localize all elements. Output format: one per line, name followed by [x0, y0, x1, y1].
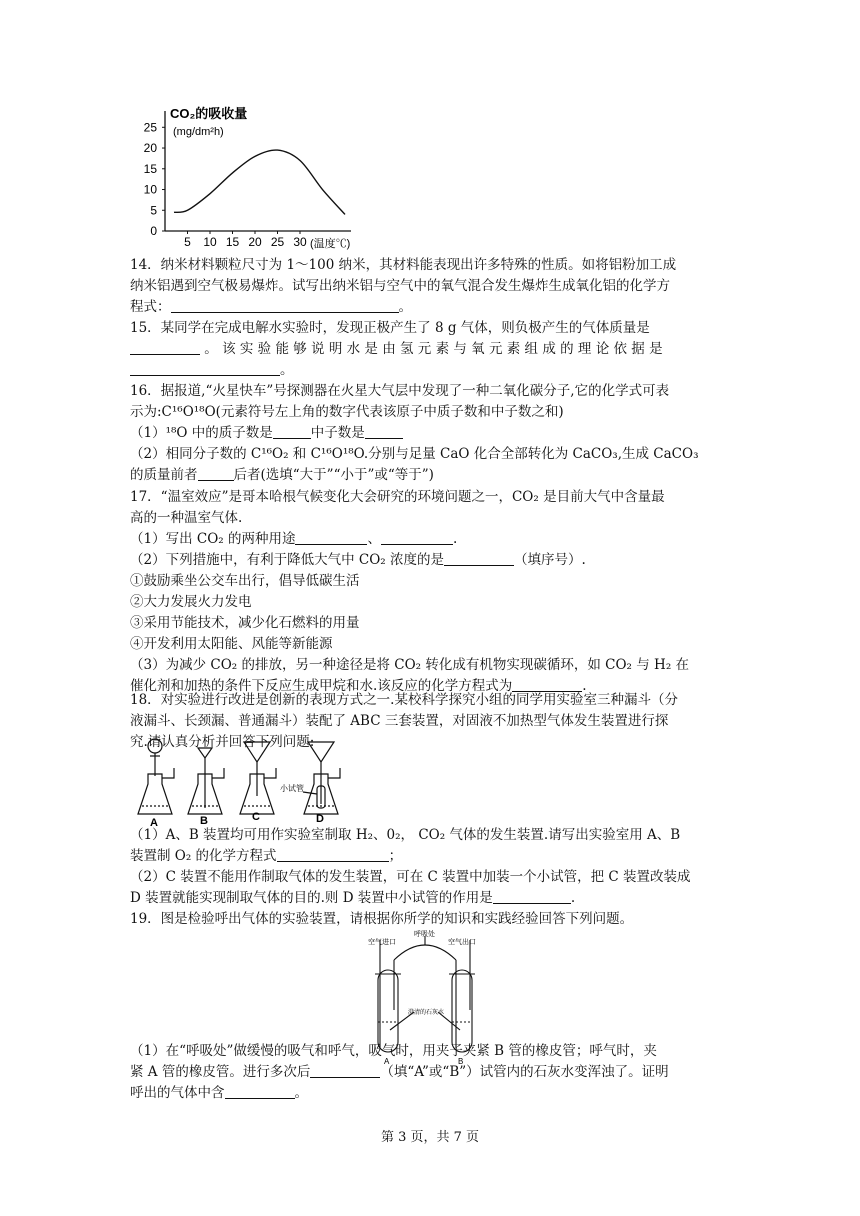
- q17-sub2-end: （填序号）.: [513, 552, 586, 568]
- q16-neutron-blank[interactable]: [365, 424, 403, 439]
- label-breath-point: 呼吸处: [414, 931, 435, 938]
- q18-sub2-cont: D 装置就能实现制取气体的目的.则 D 装置中小试管的作用是: [130, 890, 493, 906]
- q19-sub1: （1）在“呼吸处”做缓慢的吸气和呼气，吸气时，用夹子夹紧 B 管的橡皮管；呼气时，夹: [130, 1043, 657, 1059]
- chart-y-unit: (mg/dm²h): [173, 126, 224, 138]
- q18-line3: 究.请认真分析并回答下列问题:: [130, 734, 315, 750]
- question-15: [130, 318, 730, 381]
- q18-function-blank[interactable]: [493, 889, 571, 904]
- q17-use1-blank[interactable]: [295, 530, 367, 545]
- x-tick-label: 5: [184, 235, 191, 249]
- q16-neutron-label: 中子数是: [310, 425, 365, 441]
- label-d-small-tube: 小试管: [280, 784, 304, 793]
- q18-sub1: （1）A、B 装置均可用作实验室制取 H₂、0₂， CO₂ 气体的发生装置.请写出实验室用 A、B: [130, 827, 681, 843]
- q16-sub2-end: 后者(选填“大于”“小于”或“等于”): [233, 467, 434, 483]
- q17-use2-blank[interactable]: [381, 530, 453, 545]
- apparatus-a: [138, 739, 174, 814]
- q18-semicolon: ；: [388, 848, 403, 864]
- question-19: [130, 909, 730, 930]
- q17-option1: ①鼓励乘坐公交车出行，倡导低碳生活: [130, 573, 360, 589]
- question-16: [130, 381, 730, 486]
- q14-line3: 程式：: [130, 299, 171, 315]
- q18-sub1-cont: 装置制 O₂ 的化学方程式: [130, 848, 277, 864]
- x-tick-label: 30: [293, 235, 307, 249]
- q17-sub3-cont: 催化剂和加热的条件下反应生成甲烷和水.该反应的化学方程式为: [130, 678, 513, 694]
- q15-line2: 。 该 实 验 能 够 说 明 水 是 由 氢 元 素 与 氧 元 素 组 成 的 理 论 依 据 是: [200, 341, 663, 357]
- y-tick-label: 20: [143, 141, 157, 156]
- x-tick-label: 25: [270, 235, 285, 249]
- chart-title: CO₂的吸收量: [170, 106, 248, 121]
- q14-answer-blank[interactable]: [171, 298, 399, 313]
- label-c: C: [252, 811, 260, 823]
- q19-period: 。: [294, 1085, 308, 1101]
- q14-period: 。: [398, 299, 412, 315]
- q19-tube-blank[interactable]: [310, 1063, 380, 1078]
- q17-line1: 17．“温室效应”是哥本哈根气候变化大会研究的环境问题之一，CO₂ 是目前大气中含量最: [130, 489, 665, 505]
- question-19-parts: [130, 1041, 730, 1104]
- q18-period: .: [570, 890, 576, 906]
- y-tick-label: 0: [150, 224, 157, 238]
- question-14: [130, 255, 730, 318]
- absorption-curve: [174, 150, 345, 214]
- q17-period: .: [452, 531, 458, 547]
- q19-sub1-cont2: （填“A”或“B”）试管内的石灰水变浑浊了。证明: [380, 1064, 669, 1080]
- funnel-apparatus-figure: [128, 736, 378, 828]
- label-limewater: 澄清的石灰水: [408, 1010, 445, 1016]
- label-air-outlet: 空气出口: [448, 939, 476, 946]
- q16-line2: 示为:C¹⁶O¹⁸O(元素符号左上角的数字代表该原子中质子数和中子数之和): [130, 404, 564, 420]
- co2-absorption-chart: [125, 100, 375, 252]
- label-tube-b: B: [458, 1057, 464, 1066]
- q14-line1: 14．纳米材料颗粒尺寸为 1～100 纳米，其材料能表现出许多特殊的性质。如将铝粉加工成: [130, 257, 677, 273]
- q17-option3: ③采用节能技术，减少化石燃料的用量: [130, 615, 360, 631]
- q19-gas-blank[interactable]: [225, 1084, 295, 1099]
- q18-equation-blank[interactable]: [277, 847, 389, 862]
- y-tick-label: 15: [143, 161, 157, 176]
- q17-line2: 高的一种温室气体.: [130, 510, 243, 526]
- q17-sub1: （1）写出 CO₂ 的两种用途: [130, 531, 296, 547]
- q16-compare-blank[interactable]: [198, 466, 234, 481]
- q15-basis-blank[interactable]: [130, 361, 280, 376]
- label-d: D: [316, 813, 324, 825]
- label-tube-a: A: [384, 1057, 390, 1066]
- q17-sub3-end: .: [582, 678, 587, 694]
- q15-period: 。: [280, 362, 294, 378]
- q17-option4: ④开发利用太阳能、风能等新能源: [130, 636, 333, 652]
- q18-line1: 18．对实验进行改进是创新的表现方式之一.某校科学探究小组的同学用实验室三种漏斗（分: [130, 692, 678, 708]
- x-tick-label: 20: [248, 235, 262, 249]
- y-tick-label: 5: [150, 203, 157, 218]
- q15-mass-blank[interactable]: [130, 340, 200, 355]
- q16-sub2: （2）相同分子数的 C¹⁶O₂ 和 C¹⁶O¹⁸O.分别与足量 CaO 化合全部转化为 CaCO₃,生成 CaCO₃: [130, 446, 699, 462]
- y-tick-label: 25: [143, 120, 157, 135]
- label-b: B: [200, 815, 208, 827]
- q17-choice-blank[interactable]: [444, 551, 514, 566]
- apparatus-c: [240, 742, 276, 814]
- q14-line2: 纳米铝遇到空气极易爆炸。试写出纳米铝与空气中的氧气混合发生爆炸生成氧化铝的化学方: [130, 278, 670, 294]
- q19-sub1-cont3: 呼出的气体中含: [130, 1085, 225, 1101]
- q16-sub1: （1）¹⁸O 中的质子数是: [130, 425, 273, 441]
- label-a: A: [150, 817, 158, 828]
- x-tick-label: 15: [225, 235, 240, 249]
- q16-proton-blank[interactable]: [273, 424, 311, 439]
- q16-sub2-cont: 的质量前者: [130, 467, 198, 483]
- apparatus-b: [188, 748, 224, 814]
- q17-option2: ②大力发展火力发电: [130, 594, 252, 610]
- q17-sub2: （2）下列措施中，有利于降低大气中 CO₂ 浓度的是: [130, 552, 444, 568]
- apparatus-d: [303, 742, 340, 814]
- y-tick-label: 10: [143, 182, 157, 197]
- x-tick-label: 10: [203, 235, 217, 249]
- question-17: [130, 487, 730, 697]
- chart-x-label: (温度℃): [310, 238, 351, 250]
- q18-line2: 液漏斗、长颈漏、普通漏斗）装配了 ABC 三套装置，对固液不加热型气体发生装置进行探: [130, 713, 669, 729]
- label-air-inlet: 空气进口: [368, 939, 396, 946]
- page-footer: 第 3 页，共 7 页: [380, 1130, 480, 1145]
- q15-line1: 15．某同学在完成电解水实验时，发现正极产生了 8 g 气体，则负极产生的气体质量是: [130, 320, 650, 336]
- q17-sub3: （3）为减少 CO₂ 的排放，另一种途径是将 CO₂ 转化成有机物实现碳循环，如 CO₂ 与 H₂ 在: [130, 657, 690, 673]
- q18-sub2: （2）C 装置不能用作制取气体的发生装置，可在 C 装置中加装一个小试管，把 C 装置改装成: [130, 869, 691, 885]
- q17-sep: 、: [367, 531, 381, 547]
- q16-line1: 16．据报道,“火星快车”号探测器在火星大气层中发现了一种二氧化碳分子,它的化学式可表: [130, 383, 670, 399]
- q19-line1: 19．图是检验呼出气体的实验装置，请根据你所学的知识和实践经验回答下列问题。: [130, 911, 634, 927]
- q19-sub1-cont: 紧 A 管的橡皮管。进行多次后: [130, 1064, 311, 1080]
- question-18-parts: [130, 825, 730, 909]
